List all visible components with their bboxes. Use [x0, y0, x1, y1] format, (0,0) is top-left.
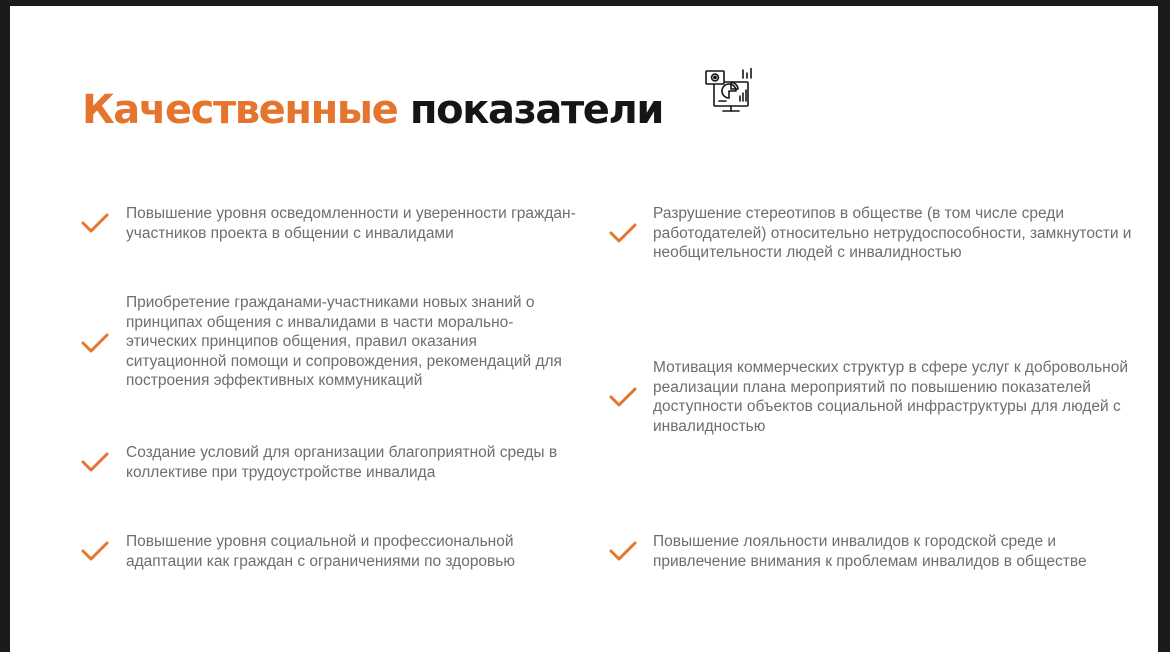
list-item-text: Разрушение стереотипов в обществе (в том числе среди работодателей) относительно нетрудоспособности, замкнутости и необщительности людей с инвалидностью	[653, 205, 1132, 262]
list-item-text: Мотивация коммерческих структур в сфере услуг к добровольной реализации плана мероприятий по повышению показателей доступности объектов социальной инфраструктуры для людей с инвалидностью	[653, 359, 1129, 435]
checkmark-icon	[608, 386, 638, 408]
list-item-text: Создание условий для организации благоприятной среды в коллективе при трудоустройстве инвалида	[126, 444, 558, 481]
checkmark-icon	[80, 212, 110, 234]
monitor-analytics-icon	[705, 68, 755, 114]
checkmark-icon	[608, 222, 638, 244]
slide-title-rest: показатели	[409, 87, 664, 133]
checkmark-icon	[80, 540, 110, 562]
list-item-text: Повышение уровня осведомленности и уверенности граждан-участников проекта в общении с инвалидами	[126, 205, 576, 242]
checkmark-icon	[80, 332, 110, 354]
slide-title	[82, 87, 664, 133]
list-item-text: Повышение уровня социальной и профессиональной адаптации как граждан с ограничениями по здоровью	[126, 533, 515, 570]
checkmark-icon	[608, 540, 638, 562]
checkmark-icon	[80, 451, 110, 473]
presentation-slide	[10, 6, 1158, 652]
list-item-text: Приобретение гражданами-участниками новых знаний о принципах общения с инвалидами в части морально-этических принципов общения, правил оказания ситуационной помощи и сопровождения, рекомендаций для построения эффективных коммуникаций	[126, 294, 562, 390]
slide-title-accent: Качественные	[82, 87, 398, 133]
list-item-text: Повышение лояльности инвалидов к городской среде и привлечение внимания к проблемам инвалидов в обществе	[653, 533, 1087, 570]
